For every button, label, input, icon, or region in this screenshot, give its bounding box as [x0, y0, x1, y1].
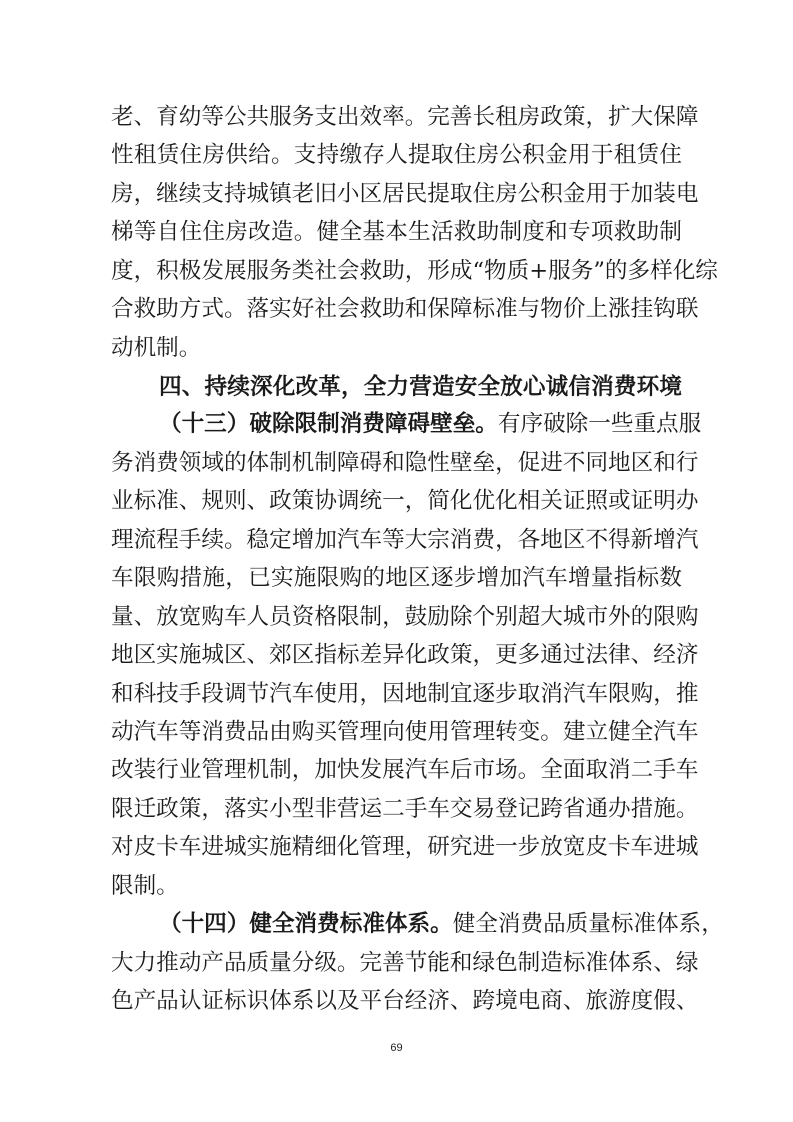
paragraph-line: 动汽车等消费品由购买管理向使用管理转变。建立健全汽车	[111, 719, 699, 745]
item-title: （十四）健全消费标准体系。	[159, 911, 453, 937]
paragraph-line: 老、育幼等公共服务支出效率。完善长租房政策，扩大保障	[111, 104, 699, 130]
paragraph-line: 和科技手段调节汽车使用，因地制宜逐步取消汽车限购，推	[111, 681, 699, 707]
item-text: 健全消费品质量标准体系，	[452, 911, 724, 937]
paragraph-line: 性租赁住房供给。支持缴存人提取住房公积金用于租赁住	[111, 142, 682, 168]
paragraph-line: 业标准、规则、政策协调统一，简化优化相关证照或证明办	[111, 488, 699, 514]
paragraph-line: 量、放宽购车人员资格限制，鼓励除个别超大城市外的限购	[111, 604, 699, 630]
item-first-line	[159, 908, 724, 940]
paragraph-line: 地区实施城区、郊区指标差异化政策，更多通过法律、经济	[111, 642, 699, 668]
paragraph-line: 梯等自住住房改造。健全基本生活救助制度和专项救助制	[111, 219, 682, 245]
paragraph-line: 房，继续支持城镇老旧小区居民提取住房公积金用于加装电	[111, 181, 699, 207]
paragraph-line: 色产品认证标识体系以及平台经济、跨境电商、旅游度假、	[111, 988, 699, 1014]
paragraph-line: 度，积极发展服务类社会救助，形成“物质+服务”的多样化综	[111, 258, 718, 284]
page-number: 69	[390, 1042, 403, 1054]
section-heading: 四、持续深化改革，全力营造安全放心诚信消费环境	[159, 374, 682, 400]
item-first-line	[159, 408, 702, 440]
paragraph-line: 车限购措施，已实施限购的地区逐步增加汽车增量指标数	[111, 565, 682, 591]
paragraph-line: 限制。	[111, 873, 179, 899]
item-title: （十三）破除限制消费障碍壁垒。	[159, 411, 498, 437]
paragraph-line: 大力推动产品质量分级。完善节能和绿色制造标准体系、绿	[111, 950, 699, 976]
paragraph-line: 改装行业管理机制，加快发展汽车后市场。全面取消二手车	[111, 757, 699, 783]
paragraph-line: 限迁政策，落实小型非营运二手车交易登记跨省通办措施。	[111, 796, 699, 822]
item-text: 有序破除一些重点服	[497, 411, 702, 437]
paragraph-line: 动机制。	[111, 335, 202, 361]
paragraph-line: 合救助方式。落实好社会救助和保障标准与物价上涨挂钩联	[111, 296, 699, 322]
paragraph-line: 理流程手续。稳定增加汽车等大宗消费，各地区不得新增汽	[111, 527, 699, 553]
paragraph-line: 务消费领域的体制机制障碍和隐性壁垒，促进不同地区和行	[111, 450, 699, 476]
paragraph-line: 对皮卡车进城实施精细化管理，研究进一步放宽皮卡车进城	[111, 834, 699, 860]
